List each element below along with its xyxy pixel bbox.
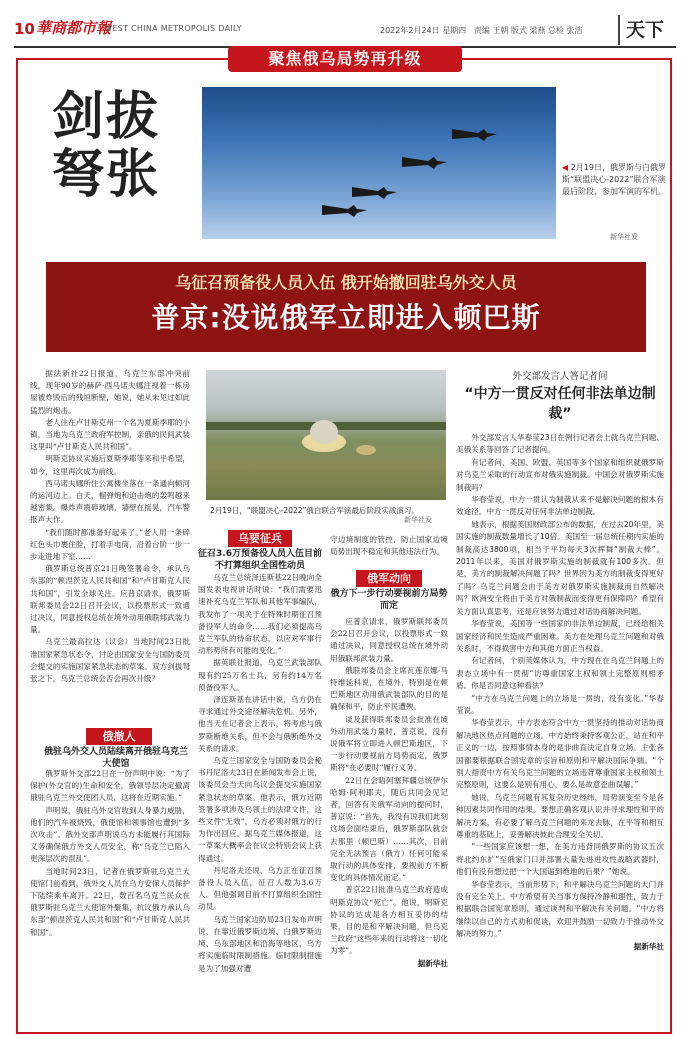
paragraph: 她表示，根据美国财政部公布的数据，在过去20年里，美国实施的制裁数量增长了10倍。美国至一届总统任期内实施的制裁高达3800项，相当于平均每天3次挥舞“制裁大棒”。2011年以来，美国对俄罗斯实施的制裁就有100多次。但是，美方的制裁解决问题了吗？世界因为美方的制裁变得更好了吗？乌克兰问题会由于美方对俄罗斯实施制裁而自然解决吗？欧洲安全将由于美方对俄制裁而变得更有保障吗？希望有关方面认真思考，还是应该努力通过对话协商解决问题。: [456, 519, 664, 616]
paragraph: 西马诺夫娜所住公寓楼坐落在一条通向顿河的运河边上。白天，榴弹炮和迫击炮的轰鸣越来越密集。爆炸声震碎玻璃，墙壁在摇晃，汽车警报声大作。: [30, 478, 190, 525]
exercise-illustration: [206, 370, 446, 500]
paragraph: 外交部发言人华春莹23日在例行记者会上就乌克兰问题、美俄关系等回答了记者提问。: [456, 433, 664, 455]
paragraph: 华春莹表示，当前形势下，和平解决乌克兰问题的大门并没有完全关上。中方希望有关当事方保持冷静和理性，致力于根据联合国宪章原则，通过谈判和平解决有关问题。“中方将继续以自己的方式劝和促谈，欢迎并鼓励一切致力于推动外交解决的努力。”: [456, 879, 664, 939]
paragraph: 俄罗斯总统普京21日晚签署命令，承认乌东部的“顿涅茨克人民共和国”和“卢甘斯克人民共和国”，引发全球关注。应普京请求，俄罗斯联邦委员会22日召开会议，以投票形式一致通过决议，同意授权总统在境外动用俄联邦武装力量。: [30, 564, 190, 635]
checker-credit: 总检 张浩: [548, 26, 583, 35]
paragraph: 当地时间23日，记者在俄罗斯驻乌克兰大使馆门前看到，俄外交人员在乌方安保人员保护下陆续乘车离开。22日，数百名乌克兰民众在俄罗斯驻乌克兰大使馆外聚集，抗议俄方承认乌东部“顿涅茨克人民共和国”和“卢甘斯克人民共和国”。: [30, 866, 190, 937]
paragraph: “我们随时都准备好起来了。”老人用一条碎红色头巾裹住脸，打着手电筒，沿着台阶一步一步走进地下室……: [30, 527, 190, 562]
issue-weekday: 星期四: [442, 26, 467, 35]
page-meta: [380, 25, 583, 36]
photo1-caption: ◀ 2月19日，俄罗斯与白俄罗斯“联盟决心-2022”联合军演最后阶段，参加军演的军机。: [562, 163, 666, 196]
paragraph: 明斯克协议实施后夏斯季耶等来和平希望，如今，这里再次成为前线。: [30, 454, 190, 476]
smoke-shape: [310, 420, 338, 444]
photo1-credit: 新华社发: [610, 233, 638, 241]
caption-triangle-icon: ◀: [562, 163, 569, 172]
paragraph: 乌克兰国家安全与国防委员会秘书丹尼洛夫23日在新闻发布会上说，该委员会当天向乌议会提交实施国家紧急状态的草案。他表示，俄方近期签署多项涉及乌领土的法律文件，这些文件“无效”，乌方必须对俄方的行为作出回应。据乌克兰媒体报道，这一草案大概率会在议会特别会议上获得通过。: [198, 756, 322, 863]
section-title-military: 俄方下一步行动要视前方局势而定: [330, 589, 448, 611]
section-title-withdraw: 俄驻乌外交人员陆续离开俄驻乌克兰大使馆: [43, 747, 188, 769]
dust-shape: [356, 445, 376, 455]
paragraph: 丹尼洛夫还说，乌方正在征召预备役人员入伍，征召人数为3.6万人。但他强调目前不打算组织全国性动员。: [198, 865, 322, 912]
jet-shape: [402, 157, 447, 169]
paragraph: 守边境制度的管控，防止国家边境局势出现不稳定和其他违法行为。: [330, 535, 448, 557]
paragraph: 乌克兰最高拉达（议会）当地时间23日批准国家紧急状态令，讨论由国家安全与国防委员会提交的实施国家紧急状态的草案。双方剑拔弩张之下，乌克兰总统会否会再次升级？: [30, 637, 190, 684]
jet-shape: [322, 205, 367, 217]
section-title-recruit: 征召3.6万预备役人员入伍目前不打算组织全国性动员: [198, 549, 322, 571]
paragraph: 应普京请求，俄罗斯联邦委员会22日召开会议，以投票形式一致通过决议，同意授权总统在境外动用俄联邦武装力量。: [330, 617, 448, 663]
column-b: [30, 768, 190, 939]
byline: 据新华社: [417, 958, 448, 968]
column-d: [330, 534, 448, 558]
paragraph: 22日在会晤阿塞拜疆总统伊尔哈姆·阿利耶夫，随后共同会见记者，回答有关俄军动向的提问时，普京说：“首先，我没有说我们此刻这场会面结束后，俄罗斯部队就会去那里（顿巴斯）……其次，目前完全无法预言（俄方）任何可能采取行动的具体安排，要视前方不断变化的具体情况而定。”: [330, 775, 448, 883]
paragraph: 据法新社22日报道，乌克兰东部冲突前线，现年90岁的赫萨·西马诺夫娜注视着一栋房屋被炸毁后的残垣断壁，她说，她从未见过如此猛烈的炮击。: [30, 369, 190, 415]
section-label-withdraw: 俄撤人: [86, 728, 152, 745]
paragraph: 声明说，俄驻乌外交官收到人身暴力威胁，他们的汽车被烧毁，俄使馆和领事馆也遭到“多次攻击”。俄外交部声明说乌方未能履行其国际义务确保俄方外交人员安全，称“乌克兰已陷入更深层次的混乱”。: [30, 805, 190, 864]
newspaper-logo-en: WEST CHINA METROPOLIS DAILY: [104, 24, 242, 33]
paragraph: 谈及获得联邦委员会批准在境外动用武装力量时，普京说，没有说俄军将立即进入顿巴斯地区，下一步行动要视前方局势而定，俄罗斯将“在必要时”履行义务。: [330, 714, 448, 773]
fm-headline: [456, 370, 664, 424]
paragraph: 泽连斯基在讲话中说，乌方仍在寻求通过外交途径解决危机。另外，他当天在记者会上表示，将考虑与俄罗斯断绝关系，但不会与俄断绝外交关系的请求。: [198, 695, 322, 753]
section-label-military: 俄军动向: [356, 570, 422, 587]
topic-banner: 聚焦俄乌局势再升级: [228, 46, 462, 72]
column-a: [30, 368, 190, 685]
issue-date: 2022年2月24日: [380, 26, 440, 35]
exercise-photo: [206, 370, 446, 500]
newspaper-logo: 華商都市報: [36, 19, 112, 37]
headline-main: 普京:没说俄军立即进入顿巴斯: [151, 301, 541, 334]
section-label-recruit: 乌要征兵: [228, 530, 292, 547]
column-c: [198, 572, 322, 975]
byline: 据新华社: [633, 941, 664, 951]
paragraph: 有记者问，美国、欧盟、英国等多个国家和组织就俄罗斯对乌克兰采取的行动宣布对俄实施制裁。中国会对俄罗斯实施制裁吗？: [456, 457, 664, 492]
paragraph: 华春莹说，中方一贯认为制裁从来不是解决问题的根本有效途径。中方一贯反对任何非法单边制裁。: [456, 495, 664, 517]
photo2-caption: 2月19日，“联盟决心-2022”俄白联合军演最后阶段实战演习。: [210, 506, 419, 515]
paragraph: 乌克兰总统泽连斯基22日晚向全国发表电视讲话时说：“我们需要迅速补充乌克兰军队和其他军事编队，我发布了一项关于在特殊时期征召预备役军人的命令……我们必须提高乌克兰军队的待命状态，以应对军事行动形势所有可能的变化。”: [198, 573, 322, 656]
paragraph: “中方在乌克兰问题上的立场是一贯的，没有变化。”华春莹说。: [456, 693, 664, 715]
paragraph: 俄罗斯外交部22日在一份声明中说：“为了保护(外交官的)生命和安全，俄领导层决定撤离俄驻乌克兰外交使团人员，这将在近期实施。”: [30, 769, 190, 803]
paragraph: 老人住在卢甘斯克州一个名为夏斯季耶的小镇，当地为乌克兰政府军控制，亲俄的民间武装这里叫“卢甘斯克人民共和国”。: [30, 417, 190, 452]
jets-photo: [202, 87, 556, 239]
jet-shape: [352, 187, 397, 199]
paragraph: 乌克兰国家边防局23日发布声明说，在靠近俄罗斯边境、白俄罗斯边境、乌东部地区和沿海等地区，乌方将实施临时限制措施。临时限制措施是为了加强对遭: [198, 914, 322, 973]
paragraph: “一些国家应该想一想，在美方违背同俄罗斯的协议五次将北约东扩”至俄家门口并部署大量先进进攻性战略武器时，他们有没有想过把一个大国逼到绝地的后果？”她说。: [456, 842, 664, 877]
paragraph: 普京22日批准乌克兰政府造成明斯克协议“死亡”。他说，明斯克协议的达成是各方相互妥协的结果，目的是和平解决问题，但乌克兰政府“这些年来的行动将这一切化为零”。: [330, 885, 448, 956]
headline-sub: 乌征召预备役人员入伍 俄开始撤回驻乌外交人员: [175, 273, 517, 292]
paragraph: 俄联邦委员会主席瓦莲京娜·马特维延科说，在境外，特别是在顿巴斯地区动用俄武装部队的目的是确保和平，防止平民遭殃。: [330, 665, 448, 712]
paragraph: 华春莹说，美国等一些国家的非法单边制裁，已经给相关国家经济和民生造成严重困难。美方在处理乌克兰问题和对俄关系时，不得损害中方和其他方面正当权益。: [456, 619, 664, 653]
fm-title: “中方一贯反对任何非法单边制裁”: [464, 386, 656, 422]
editor-credit: 责编 王朝: [473, 26, 509, 35]
column-e: [330, 616, 448, 969]
page-number: 10: [14, 20, 35, 38]
paragraph: 有记者问，个别英媒体认为，中方现在在乌克兰问题上的表态立场中有一贯彻“访尊重国家主权和领土完整原则相矛盾。你是否同意这种看法？: [456, 656, 664, 691]
jets-illustration: [202, 87, 556, 239]
section-tag: 天下: [618, 15, 670, 45]
paragraph: 她说，乌克兰问题有其复杂历史经纬，局势演变至今是各种因素共同作用的结果。要想正确客观认识并寻求理性和平的解决方案，有必要了解乌克兰问题的来龙去脉，在平等和相互尊重的基础上，妥善解决彼此合理安全关切。: [456, 792, 664, 839]
jet-shape: [452, 129, 497, 141]
big-title: 剑拔弩张: [52, 86, 161, 205]
paragraph: 华春莹表示，中方表态符合中方一贯坚持的推动对话协商解决地区热点问题的立场。中方始终秉持客观公正，站在和平正义的一边，按照事情本身的是非曲直决定自身立场。主张各国都要根据联合国宪章的宗旨和原则和平解决国际争端。“个别人指责中方有关乌克兰问题的立场违背尊重国家主权和领土完整原则，这要么是别有用心，要么是故意歪曲误解。”: [456, 718, 664, 790]
paragraph: 据英联社报道，乌克兰武装部队现有约25万名士兵，另有约14万名预备役军人。: [198, 658, 322, 692]
fm-pre-title: 外交部发言人答记者问: [512, 371, 608, 382]
photo2-credit: 新华社发: [404, 516, 432, 524]
column-f: [456, 432, 664, 952]
layout-credit: 版式 梁燕: [510, 26, 546, 35]
